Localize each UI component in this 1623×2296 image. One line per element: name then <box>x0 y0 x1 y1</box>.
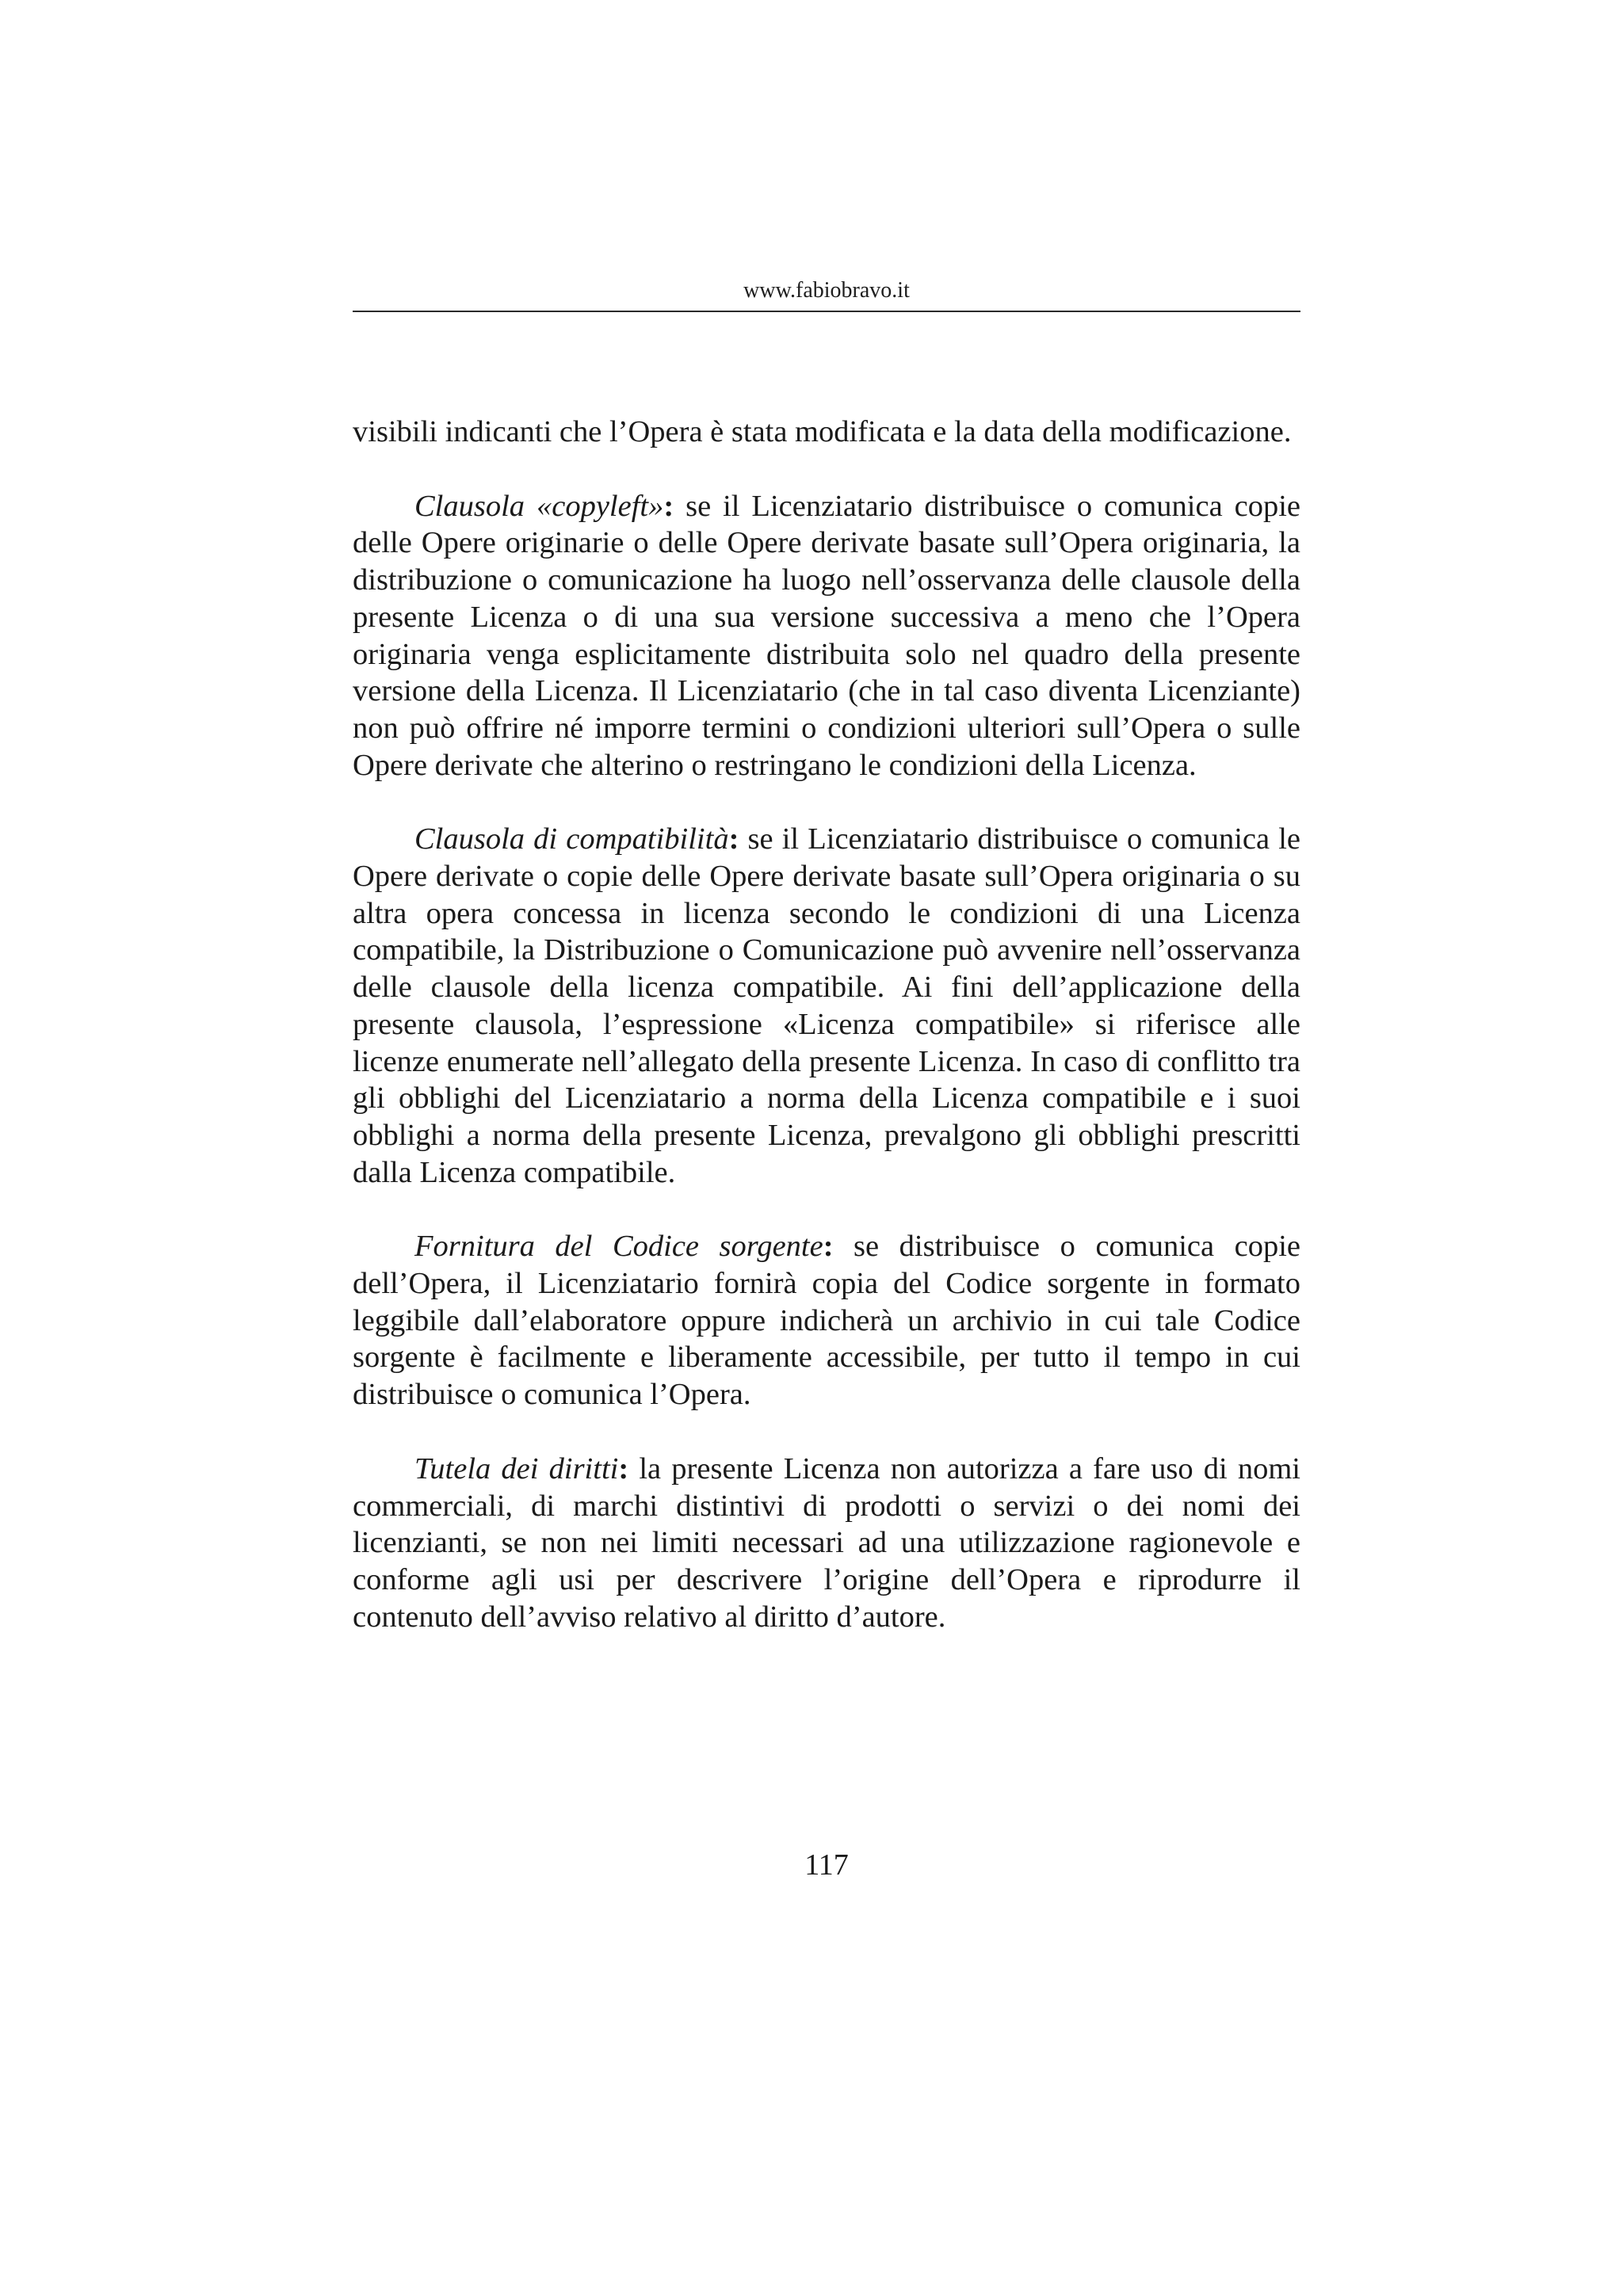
paragraph-text: se distribuisce o comunica copie dell’Opera, il Licenziatario fornirà copia del Codice sorgente in formato leggibile dall’elaboratore oppure indicherà un archivio in cui tale Codice sorgente è facilmente e liberamente accessibile, per tutto il tempo in cui distribuisce o comunica l’Opera. <box>353 1230 1300 1412</box>
clause-term: Fornitura del Codice sorgente <box>414 1230 823 1264</box>
paragraph-copyleft-clause <box>353 488 1300 784</box>
paragraph-rights-protection-clause <box>353 1451 1300 1636</box>
clause-term: Clausola «copyleft» <box>414 489 664 523</box>
paragraph-text: la presente Licenza non autorizza a fare uso di nomi commerciali, di marchi distintivi di prodotti o servizi o dei nomi dei licenzianti, se non nei limiti necessari ad una utilizzazione ragionevole e conforme agli usi per descrivere l’origine dell’Opera e riprodurre il contenuto dell’avviso relativo al diritto d’autore. <box>353 1451 1300 1634</box>
clause-term: Tutela dei diritti <box>414 1451 619 1486</box>
paragraph-compatibility-clause <box>353 821 1300 1191</box>
paragraph-continuation <box>353 414 1300 451</box>
header-rule <box>353 311 1300 312</box>
body-text <box>353 414 1300 1672</box>
paragraph-text: visibili indicanti che l’Opera è stata modificata e la data della modificazione. <box>353 415 1292 448</box>
clause-colon: : <box>663 489 674 523</box>
clause-colon: : <box>618 1451 629 1486</box>
clause-colon: : <box>823 1230 834 1264</box>
running-header-url: www.fabiobravo.it <box>743 278 910 303</box>
paragraph-text: se il Licenziatario distribuisce o comunica copie delle Opere originarie o delle Opere derivate basate sull’Opera originaria, la distribuzione o comunicazione ha luogo nell’osservanza delle clausole della presente Licenza o di una sua versione successiva a meno che l’Opera originaria venga esplicitamente distribuita solo nel quadro della presente versione della Licenza. Il Licenziatario (che in tal caso diventa Licenziante) non può offrire né imporre termini o condizioni ulteriori sull’Opera o sulle Opere derivate che alterino o restringano le condizioni della Licenza. <box>353 489 1300 782</box>
clause-term: Clausola di compatibilità <box>414 822 729 856</box>
paragraph-source-code-clause <box>353 1228 1300 1413</box>
clause-colon: : <box>728 822 739 856</box>
paragraph-text: se il Licenziatario distribuisce o comunica le Opere derivate o copie delle Opere derivate basate sull’Opera originaria o su altra opera concessa in licenza secondo le condizioni di una Licenza compatibile, la Distribuzione o Comunicazione può avvenire nell’osservanza delle clausole della licenza compatibile. Ai fini dell’applicazione della presente clausola, l’espressione «Licenza compatibile» si riferisce alle licenze enumerate nell’allegato della presente Licenza. In caso di conflitto tra gli obblighi del Licenziatario a norma della Licenza compatibile e i suoi obblighi a norma della presente Licenza, prevalgono gli obblighi prescritti dalla Licenza compatibile. <box>353 822 1300 1189</box>
page-number: 117 <box>804 1848 849 1882</box>
